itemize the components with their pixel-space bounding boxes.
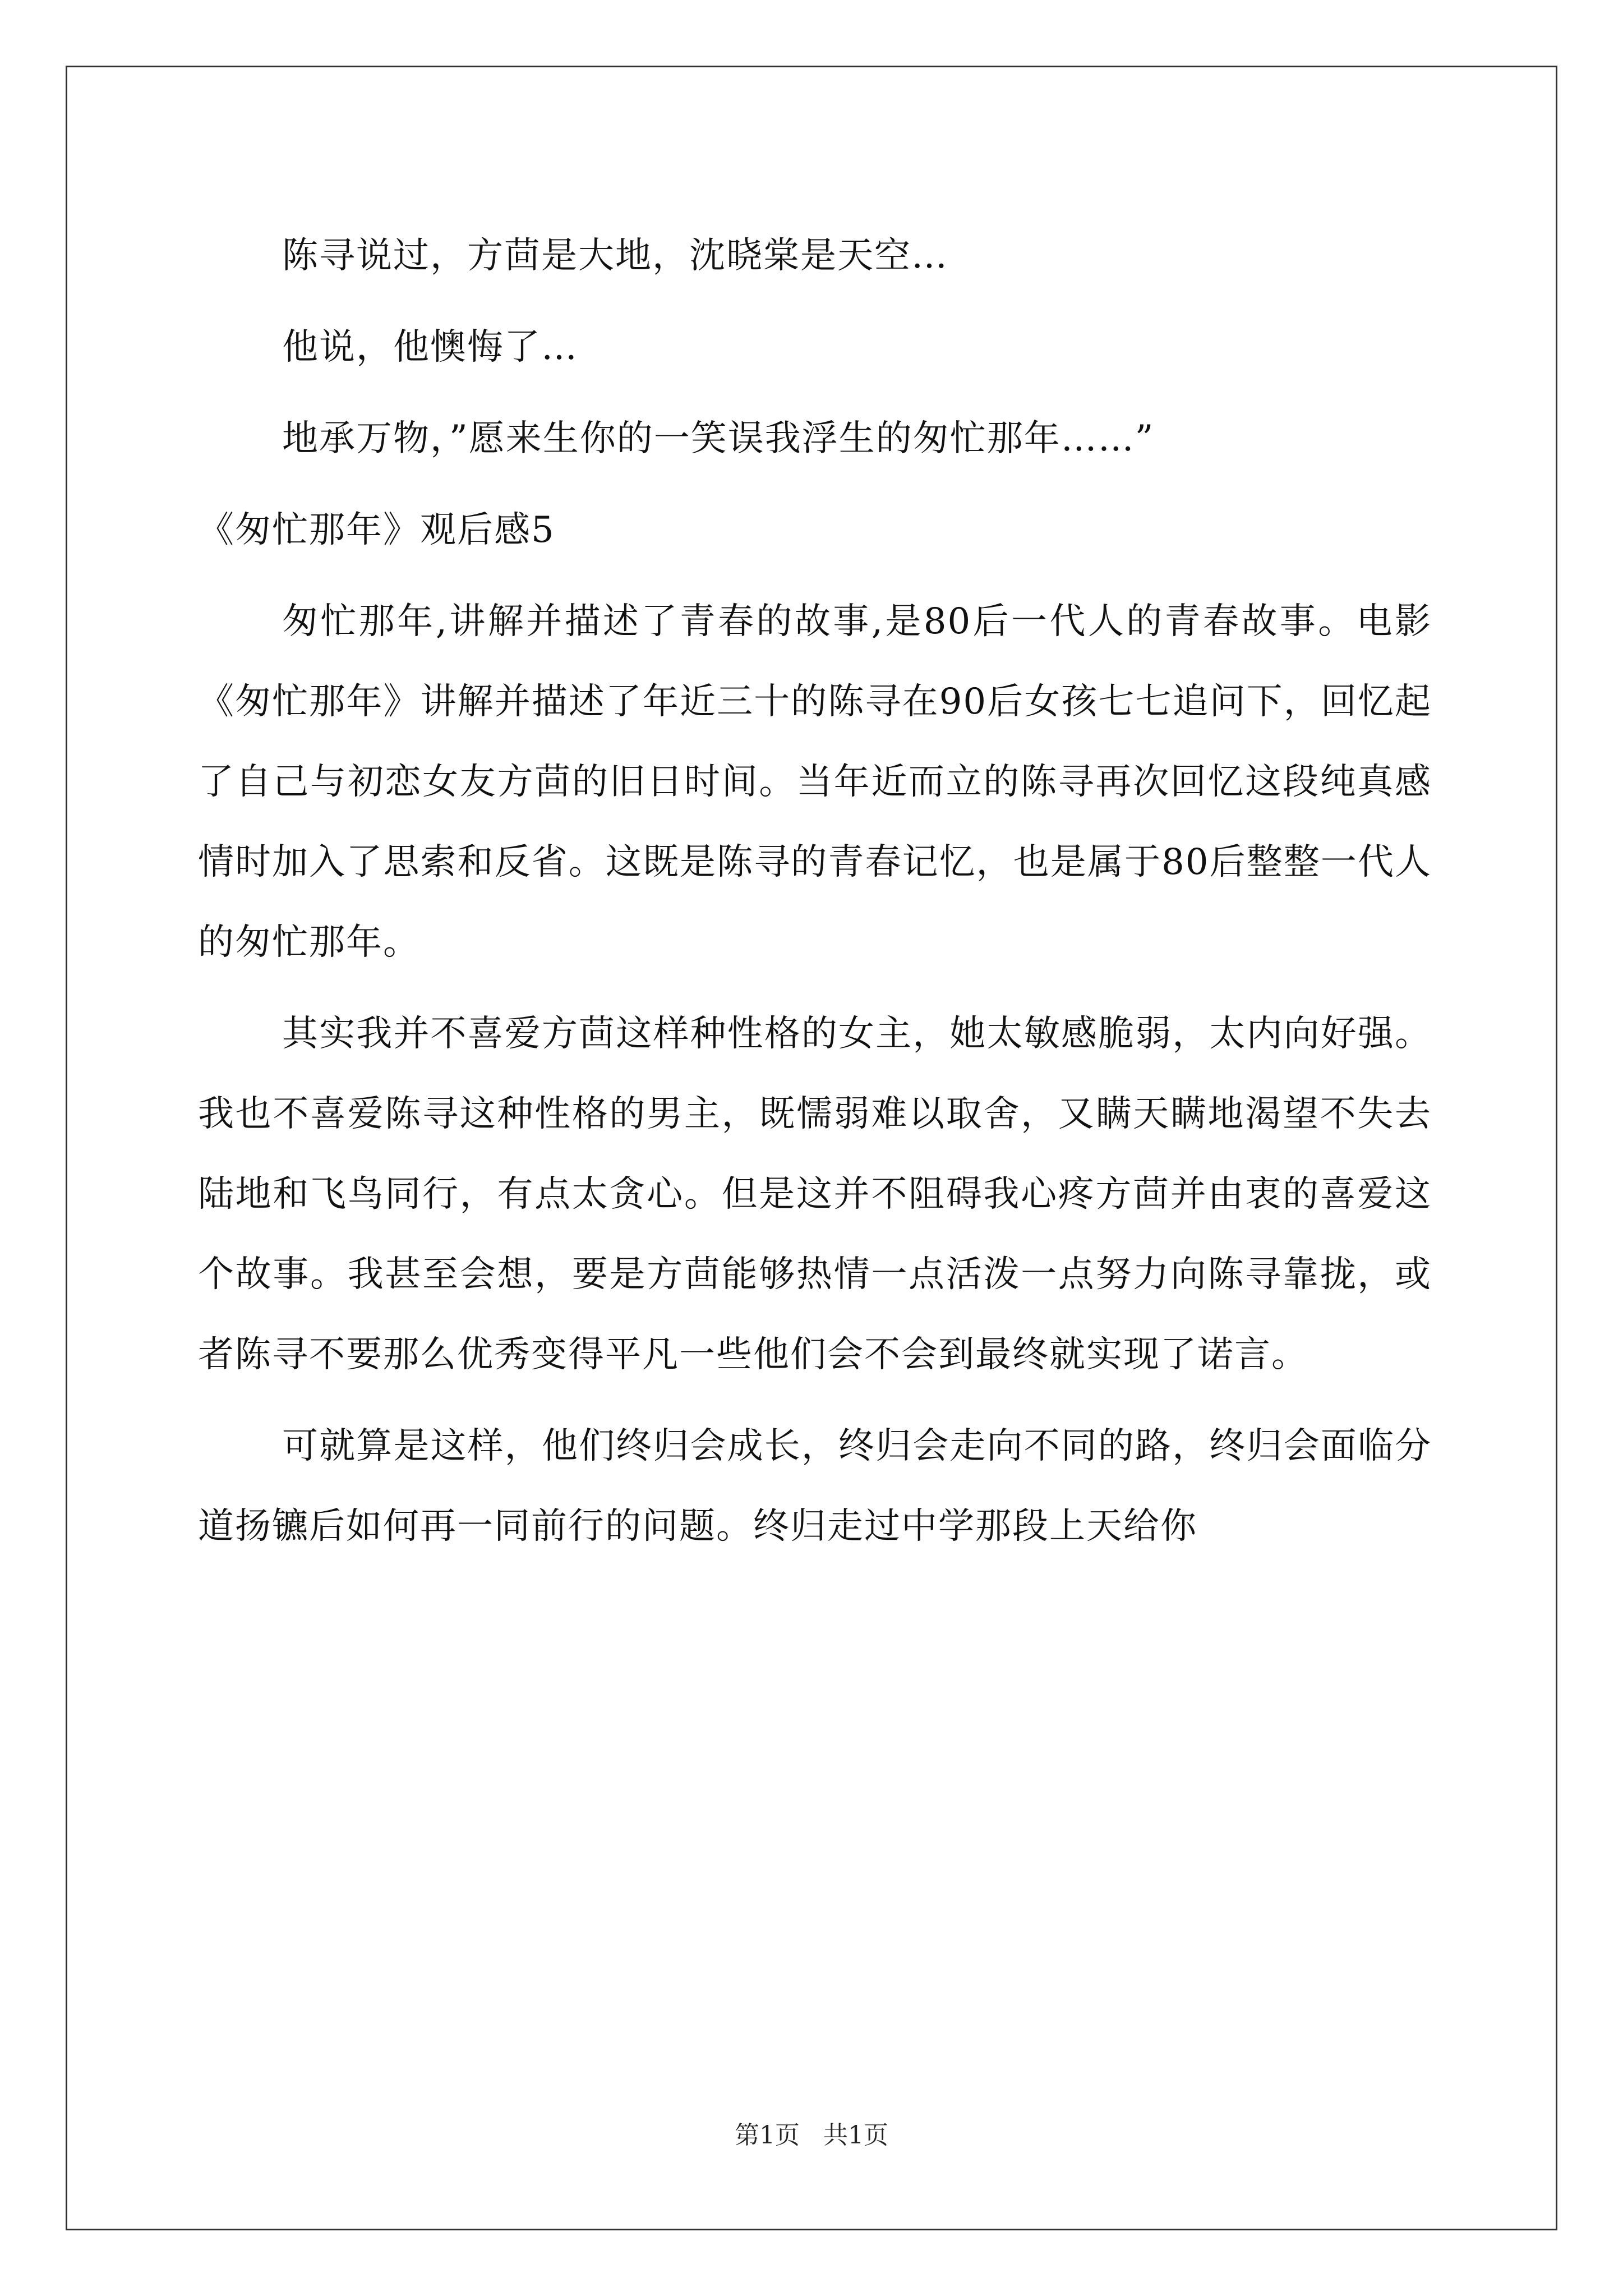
paragraph-5: 其实我并不喜爱方茴这样种性格的女主，她太敏感脆弱，太内向好强。我也不喜爱陈寻这种性格的男主，既懦弱难以取舍，又瞒天瞒地渴望不失去陆地和飞鸟同行，有点太贪心。但是这并不阻碍我心疼方茴并由衷的喜爱这个故事。我甚至会想，要是方茴能够热情一点活泼一点努力向陈寻靠拢，或者陈寻不要那么优秀变得平凡一些他们会不会到最终就实现了诺言。 [198,1013,1432,1375]
paragraph-4: 匆忙那年,讲解并描述了青春的故事,是80后一代人的青春故事。电影《匆忙那年》讲解并描述了年近三十的陈寻在90后女孩七七追问下，回忆起了自己与初恋女友方茴的旧日时间。当年近而立的陈寻再次回忆这段纯真感情时加入了思索和反省。这既是陈寻的青春记忆，也是属于80后整整一代人的匆忙那年。 [198,601,1432,963]
paragraph-2: 他说，他懊悔了… [282,326,578,368]
page-number: 第1页 [735,2121,800,2150]
paragraph-6: 可就算是这样，他们终归会成长，终归会走向不同的路，终归会面临分道扬镳后如何再一同前行的问题。终归走过中学那段上天给你 [198,1425,1432,1547]
page-footer [0,2115,1623,2151]
page-total: 共1页 [823,2121,888,2150]
paragraph-3: 地承万物，”愿来生你的一笑误我浮生的匆忙那年……” [282,418,1155,459]
document-body [198,216,1432,1578]
section-heading: 《匆忙那年》观后感5 [198,509,555,551]
paragraph-1: 陈寻说过，方茴是大地，沈晓棠是天空… [282,235,948,277]
